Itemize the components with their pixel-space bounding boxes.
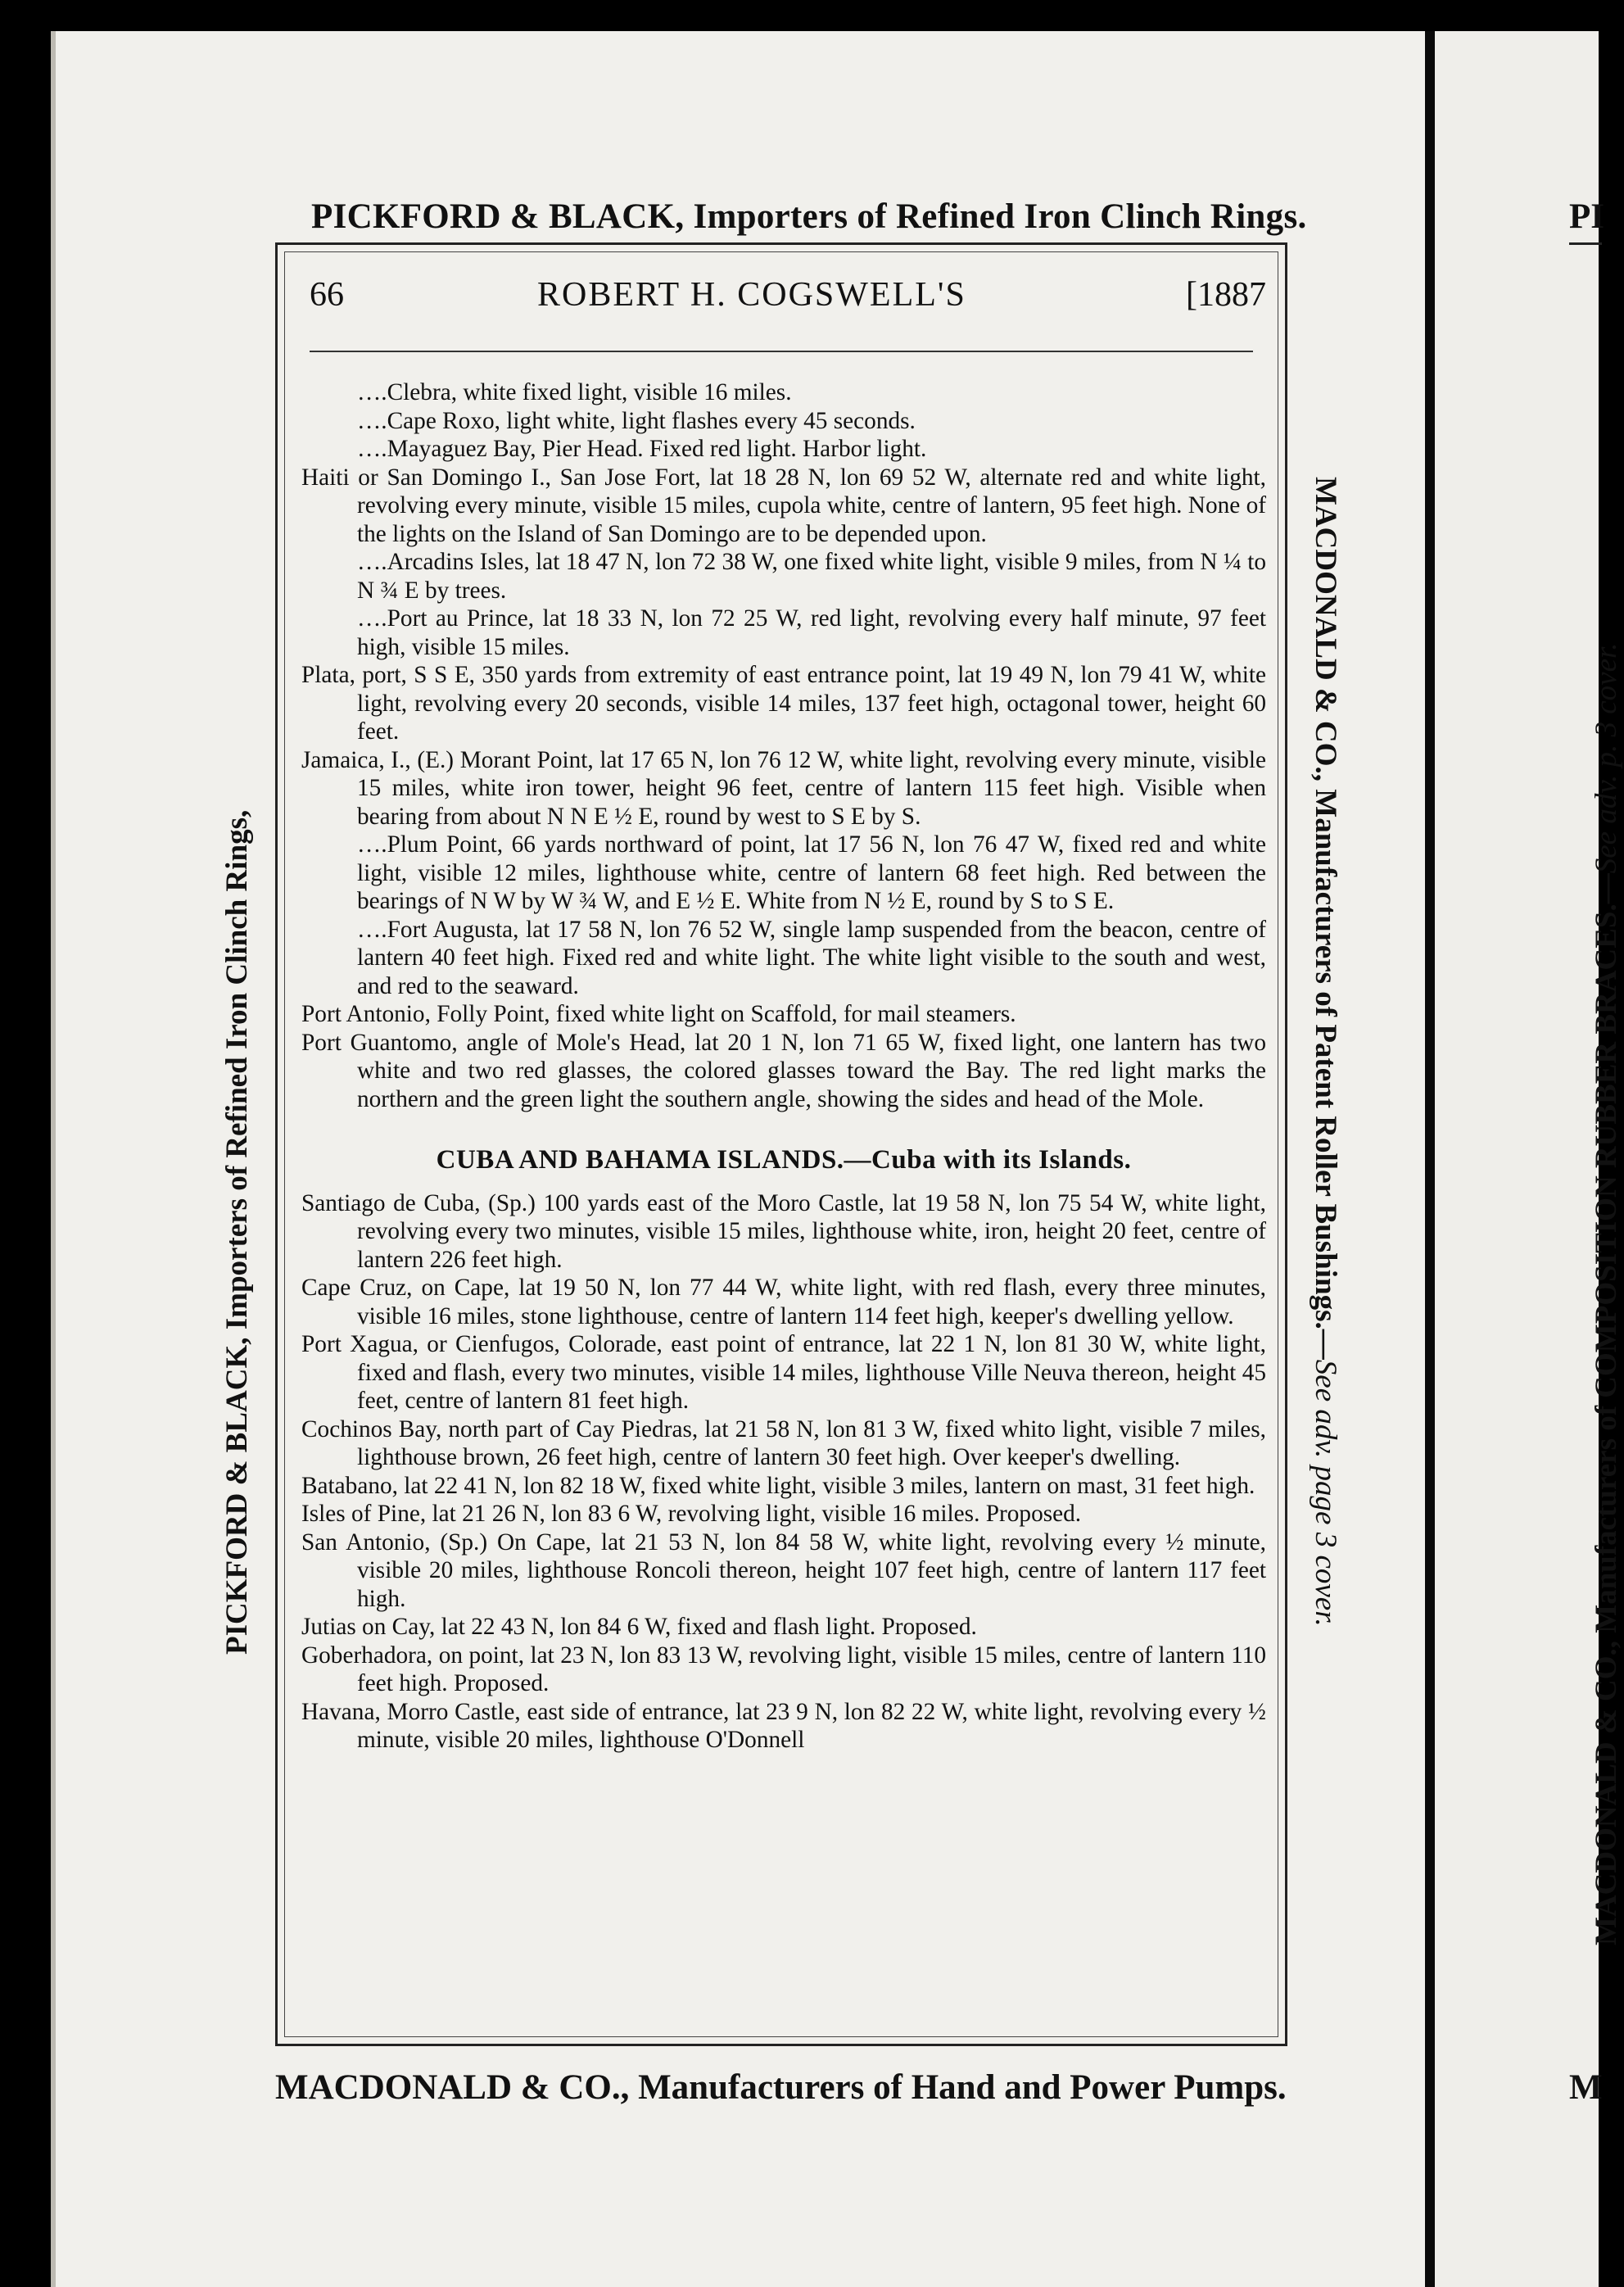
light-entry: Batabano, lat 22 41 N, lon 82 18 W, fixed white light, visible 3 miles, lantern on mast, 31 feet high. <box>301 1472 1255 1499</box>
light-entry: Havana, Morro Castle, east side of entrance, lat 23 9 N, lon 82 22 W, white light, revolving every ½ minute, visible 20 miles, lighthouse O'Donnell <box>301 1698 1266 1753</box>
right-margin-ad-main: MACDONALD & CO., Manufacturers of Patent Roller Bushings.— <box>1309 477 1342 1360</box>
next-page-top-ad: PI <box>1569 197 1604 236</box>
light-entry: …. Fort Augusta, lat 17 58 N, lon 76 52 W, single lamp suspended from the beacon, centre of lantern 40 feet high. Fixed red and white light. The white light visible to the south and west, and red to the seaward. <box>301 916 1266 1001</box>
light-entry: Port Xagua, or Cienfugos, Colorade, east point of entrance, lat 22 1 N, lon 81 30 W, white light, fixed and flash, every two minutes, visible 14 miles, lighthouse Ville Neuva thereon, height 45 feet, centre of lantern 81 feet high. <box>301 1331 1266 1414</box>
bottom-advertisement: MACDONALD & CO., Manufacturers of Hand and Power Pumps. <box>275 2068 1287 2107</box>
next-page-side-ad <box>1589 642 1624 1945</box>
right-margin-ad-ref: See adv. page 3 cover. <box>1309 1359 1342 1627</box>
light-entry: Cape Cruz, on Cape, lat 19 50 N, lon 77 44 W, white light, with red flash, every three minutes, visible 16 miles, stone lighthouse, centre of lantern 114 feet high, keeper's dwelling yellow. <box>301 1275 1266 1329</box>
light-entry: …. Arcadins Isles, lat 18 47 N, lon 72 38 W, one fixed white light, visible 9 miles, from N ¼ to N ¾ E by trees. <box>301 548 1266 605</box>
entries-before <box>301 378 1266 1113</box>
top-advertisement: PICKFORD & BLACK, Importers of Refined Iron Clinch Rings. <box>311 197 1307 236</box>
light-entry: …. Cape Roxo, light white, light flashes every 45 seconds. <box>301 407 1266 436</box>
light-entry: Jamaica, I., (E.) Morant Point, lat 17 65 N, lon 76 12 W, white light, revolving every minute, visible 15 miles, white iron tower, height 96 feet, centre of lantern 115 feet high. Visible when bearing from about N N E ½ E, round by west to S E by S. <box>301 746 1266 830</box>
light-entry: Haiti or San Domingo I., San Jose Fort, lat 18 28 N, lon 69 52 W, alternate red and white light, revolving every minute, visible 15 miles, cupola white, centre of lantern, 95 feet high. None of the lights on the Island of San Domingo are to be depended upon. <box>301 464 1266 547</box>
light-entry: …. Mayaguez Bay, Pier Head. Fixed red light. Harbor light. <box>301 435 1266 464</box>
right-margin-advertisement <box>1308 477 1343 1787</box>
book-gutter <box>1425 31 1435 2287</box>
light-entry: …. Port au Prince, lat 18 33 N, lon 72 25 W, red light, revolving every half minute, 97 feet high, visible 15 miles. <box>301 605 1266 661</box>
section-heading: CUBA AND BAHAMA ISLANDS.—Cuba with its Islands. <box>436 1145 1132 1175</box>
running-header <box>310 275 1266 321</box>
next-page-bottom-ad: M <box>1569 2068 1603 2107</box>
light-entry: Santiago de Cuba, (Sp.) 100 yards east of the Moro Castle, lat 19 58 N, lon 75 54 W, white light, revolving every two minutes, visible 15 miles, lighthouse white, iron, height 20 feet, centre of lantern 226 feet high. <box>301 1189 1266 1273</box>
light-entry: Port Antonio, Folly Point, fixed white light on Scaffold, for mail steamers. <box>301 1001 1016 1027</box>
left-margin-advertisement: PICKFORD & BLACK, Importers of Refined Iron Clinch Rings, <box>220 809 254 1655</box>
light-entry: San Antonio, (Sp.) On Cape, lat 21 53 N, lon 84 58 W, white light, revolving every ½ minute, visible 20 miles, lighthouse Roncoli thereon, height 107 feet high, centre of lantern 117 feet high. <box>301 1528 1266 1612</box>
page-body <box>301 378 1266 1755</box>
light-entry: Plata, port, S S E, 350 yards from extremity of east entrance point, lat 19 49 N, lon 79 41 W, white light, revolving every 20 seconds, visible 14 miles, 137 feet high, octagonal tower, height 60 feet. <box>301 662 1266 745</box>
running-title: ROBERT H. COGSWELL'S <box>537 276 966 314</box>
light-entry: Cochinos Bay, north part of Cay Piedras, lat 21 58 N, lon 81 3 W, fixed whito light, visible 7 miles, lighthouse brown, 26 feet high, centre of lantern 30 feet high. Over keeper's dwelling. <box>301 1415 1266 1470</box>
header-year: [1887 <box>1186 276 1266 314</box>
next-page-side-ref: See adv. p. 3 cover. <box>1590 642 1623 874</box>
light-entry: …. Clebra, white fixed light, visible 16 miles. <box>301 378 1266 407</box>
page-number: 66 <box>310 276 344 314</box>
light-entry: Jutias on Cay, lat 22 43 N, lon 84 6 W, fixed and flash light. Proposed. <box>301 1614 977 1640</box>
next-page-side-main: MACDONALD & CO., Manufacturers of COMPOSITION RUBBER BRACES.— <box>1590 873 1623 1945</box>
light-entry: Isles of Pine, lat 21 26 N, lon 83 6 W, revolving light, visible 16 miles. Proposed. <box>301 1501 1082 1527</box>
entries-after <box>301 1189 1266 1755</box>
light-entry: …. Plum Point, 66 yards northward of point, lat 17 56 N, lon 76 47 W, fixed red and white light, visible 12 miles, lighthouse white, centre of lantern 68 feet high. Red between the bearings of N W by W ¾ W, and E ½ E. White from N ½ E, round by S to S E. <box>301 831 1266 916</box>
light-entry: Port Guantomo, angle of Mole's Head, lat 20 1 N, lon 71 65 W, fixed light, one lantern has two white and two red glasses, the colored glasses toward the Bay. The red light marks the northern and the green light the southern angle, showing the sides and head of the Mole. <box>301 1029 1266 1112</box>
light-entry: Goberhadora, on point, lat 23 N, lon 83 13 W, revolving light, visible 15 miles, centre of lantern 110 feet high. Proposed. <box>301 1642 1266 1696</box>
header-rule <box>310 351 1253 352</box>
